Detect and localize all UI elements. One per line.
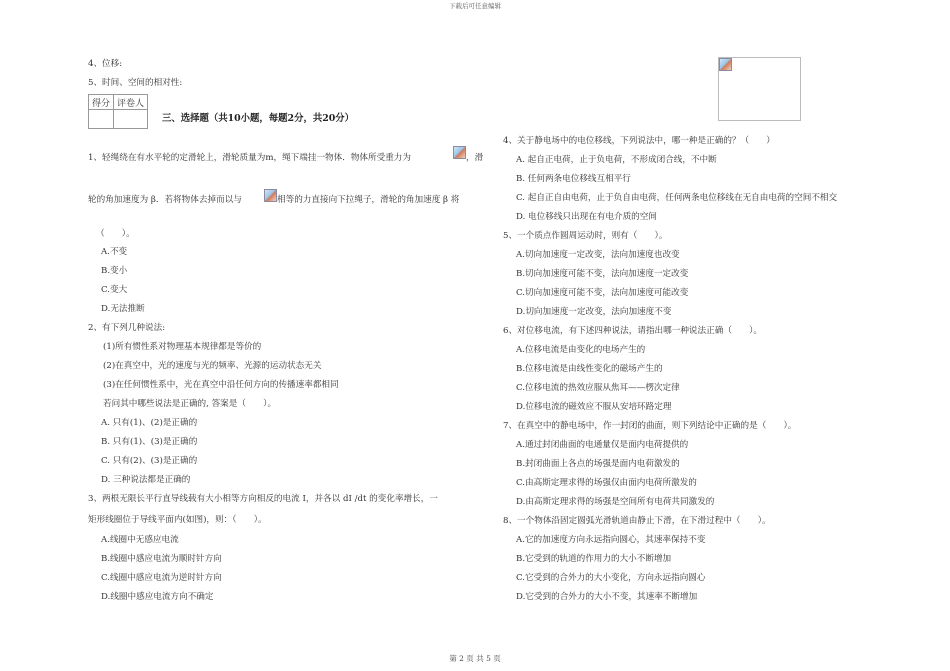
q8-option: D.它受到的合外力的大小不变，其速率不断增加 <box>516 592 698 602</box>
q6-stem: 6、对位移电流，有下述四种说法，请指出哪一种说法正确（ ）。 <box>503 326 762 336</box>
q8-stem: 8、一个物体沿固定圆弧光滑轨道由静止下滑，在下滑过程中（ ）。 <box>503 516 771 526</box>
item-relativity: 5、时间、空间的相对性: <box>88 78 183 88</box>
q4-option: B. 任何两条电位移线互相平行 <box>516 174 631 184</box>
q6-option: D.位移电流的磁效应不服从安培环路定理 <box>516 402 672 412</box>
score-table <box>88 94 148 129</box>
q2-option: D. 三种说法都是正确的 <box>101 475 191 485</box>
q3-option: A.线圈中无感应电流 <box>101 535 179 545</box>
q8-option: C.它受到的合外力的大小变化，方向永远指向圆心 <box>516 573 706 583</box>
q2-statement: (2)在真空中，光的速度与光的频率、光源的运动状态无关 <box>103 361 322 371</box>
q2-option: C. 只有(2)、(3)是正确的 <box>101 456 198 466</box>
page-number: 第 2 页 共 5 页 <box>449 654 501 663</box>
q4-option: A. 起自正电荷，止于负电荷，不形成闭合线，不中断 <box>516 155 717 165</box>
q2-statement: (1)所有惯性系对物理基本规律都是等价的 <box>103 342 262 352</box>
q1-option: A.不变 <box>101 247 128 257</box>
score-cell <box>89 110 114 129</box>
section-title: 三、选择题（共10小题，每题2分，共20分） <box>162 113 354 124</box>
q5-option: C.切向加速度可能不变，法向加速度可能改变 <box>516 288 689 298</box>
q4-option: D. 电位移线只出现在有电介质的空间 <box>516 212 657 222</box>
q2-option: B. 只有(1)、(3)是正确的 <box>101 437 198 447</box>
q7-option: A.通过封闭曲面的电通量仅是面内电荷提供的 <box>516 440 689 450</box>
q3-option: D.线圈中感应电流方向不确定 <box>101 592 214 602</box>
q6-option: B.位移电流是由线性变化的磁场产生的 <box>516 364 663 374</box>
q1-line1b: ，滑 <box>466 153 484 163</box>
grader-label: 评卷人 <box>114 95 148 110</box>
q1-line2b: 相等的力直接向下拉绳子，滑轮的角加速度 β 将 <box>277 195 460 205</box>
q2-question: 若问其中哪些说法是正确的, 答案是（ ）。 <box>103 399 277 409</box>
q3-line2: 矩形线圈位于导线平面内(如图)，则：（ ）。 <box>88 515 267 525</box>
q2-stem: 2、有下列几种说法: <box>88 323 166 333</box>
q7-option: B.封闭曲面上各点的场强是面内电荷激发的 <box>516 459 680 469</box>
q3-option: C.线圈中感应电流为逆时针方向 <box>101 573 222 583</box>
q4-option: C. 起自正自由电荷，止于负自由电荷，任何两条电位移线在无自由电荷的空间不相交 <box>516 193 838 203</box>
q7-option: D.由高斯定理求得的场强是空间所有电荷共同激发的 <box>516 497 715 507</box>
q5-option: D.切向加速度一定改变，法向加速度不变 <box>516 307 672 317</box>
q5-stem: 5、一个质点作圆周运动时，则有（ ）。 <box>503 231 668 241</box>
formula-image-icon <box>264 189 277 202</box>
q7-stem: 7、在真空中的静电场中，作一封闭的曲面，则下列结论中正确的是（ ）。 <box>503 421 797 431</box>
q2-option: A. 只有(1)、(2)是正确的 <box>101 418 198 428</box>
q5-option: B.切向加速度可能不变，法向加速度一定改变 <box>516 269 689 279</box>
q6-option: C.位移电流的热效应服从焦耳——楞次定律 <box>516 383 680 393</box>
q4-stem: 4、关于静电场中的电位移线，下列说法中，哪一种是正确的？（ ） <box>503 136 775 146</box>
image-icon <box>719 58 732 71</box>
header-note: 下载后可任意编辑 <box>449 2 501 10</box>
formula-image-icon <box>453 146 466 159</box>
item-displacement: 4、位移: <box>88 59 123 69</box>
q1-option: D.无法推断 <box>101 304 145 314</box>
q1-option: B.变小 <box>101 266 128 276</box>
q7-option: C.由高斯定理求得的场强仅由面内电荷所激发的 <box>516 478 697 488</box>
q8-option: A.它的加速度方向永远指向圆心，其速率保持不变 <box>516 535 706 545</box>
q3-line1: 3、两根无限长平行直导线载有大小相等方向相反的电流 I，并各以 dI /dt 的变化率增长，一 <box>88 494 438 504</box>
q1-option: C.变大 <box>101 285 128 295</box>
grader-cell <box>114 110 148 129</box>
q2-statement: (3)在任何惯性系中，光在真空中沿任何方向的传播速率都相同 <box>103 380 339 390</box>
score-label: 得分 <box>89 95 114 110</box>
q6-option: A.位移电流是由变化的电场产生的 <box>516 345 646 355</box>
q8-option: B.它受到的轨道的作用力的大小不断增加 <box>516 554 672 564</box>
q3-option: B.线圈中感应电流为顺时针方向 <box>101 554 222 564</box>
q1-line3: （ ）。 <box>96 229 135 239</box>
q1-line1a: 1、轻绳绕在有水平轮的定滑轮上，滑轮质量为m，绳下端挂一物体．物体所受重力为 <box>88 153 411 163</box>
q1-line2a: 轮的角加速度为 β．若将物体去掉而以与 <box>88 195 242 205</box>
q5-option: A.切向加速度一定改变，法向加速度也改变 <box>516 250 680 260</box>
